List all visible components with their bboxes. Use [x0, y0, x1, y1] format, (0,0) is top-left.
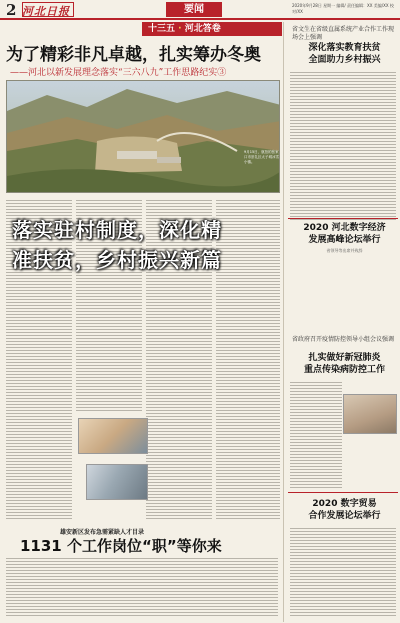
overlay-line-1: 落实驻村制度，深化精	[12, 218, 222, 242]
bottom-story-kicker: 雄安新区发布急需紧缺人才目录	[60, 529, 145, 536]
aerial-photo-illustration	[7, 81, 280, 193]
bottom-article-text	[6, 556, 278, 618]
bottom-story-headline: 1131 个工作岗位“职”等你来	[20, 537, 222, 555]
sidebar-story4-title-2: 合作发展论坛举行	[308, 511, 381, 521]
section-label: 要闻	[166, 2, 222, 17]
sidebar-story2-title-1: 2020 河北数字经济	[303, 223, 386, 233]
banner-label: 十三五	[148, 24, 176, 34]
sidebar-story1-title-2: 全面助力乡村振兴	[308, 55, 381, 65]
sidebar-story3-title-2: 重点传染病防控工作	[303, 365, 385, 375]
main-subhead: ——河北以新发展理念落实“三六八九”工作思路纪实③	[10, 68, 227, 78]
sidebar-story2-sub: 省领导等出席并致辞	[326, 248, 363, 253]
sidebar-story3-title-1: 扎实做好新冠肺炎	[308, 353, 381, 363]
masthead	[0, 0, 400, 20]
overlay-caption	[0, 214, 400, 274]
overlay-line-2: 准扶贫，乡村振兴新篇	[12, 248, 222, 272]
paper-logo: 河北日报	[22, 5, 70, 18]
banner-tagline: 河北答卷	[184, 24, 221, 34]
sidebar-story1-title-1: 深化落实教育扶贫	[308, 43, 381, 53]
sidebar-story2-title-2: 发展高峰论坛举行	[308, 235, 381, 245]
main-headline: 为了精彩非凡卓越，扎实筹办冬奥	[6, 45, 261, 65]
inline-photo-2	[86, 464, 148, 500]
dateline: 2020年9月28日 星期一 编辑/ 责任编辑：XX 美编/XX 校对/XX	[292, 3, 394, 14]
inline-photo-1	[78, 418, 148, 454]
sidebar-story3-text	[290, 380, 342, 490]
aerial-photo	[6, 80, 280, 193]
photo-caption: 9月15日，航拍的张家口市崇礼区太子城冰雪小镇。	[244, 150, 279, 164]
sidebar-photo	[343, 394, 397, 434]
sidebar-story4-title-1: 2020 数字贸易	[312, 499, 377, 509]
sidebar-story4-text	[290, 526, 396, 618]
sidebar-story1-kicker: 省文生在省级直属系统产业合作工作现场会上强调	[292, 26, 395, 41]
page-number: 2	[6, 1, 17, 19]
sidebar-story3-kicker: 省政府召开疫情防控领导小组会议强调	[292, 336, 395, 343]
series-banner: 十三五 · 河北答卷	[142, 22, 282, 36]
sidebar-divider-2	[288, 492, 398, 493]
sidebar-story1-text	[290, 70, 396, 220]
right-sidebar	[283, 22, 398, 622]
